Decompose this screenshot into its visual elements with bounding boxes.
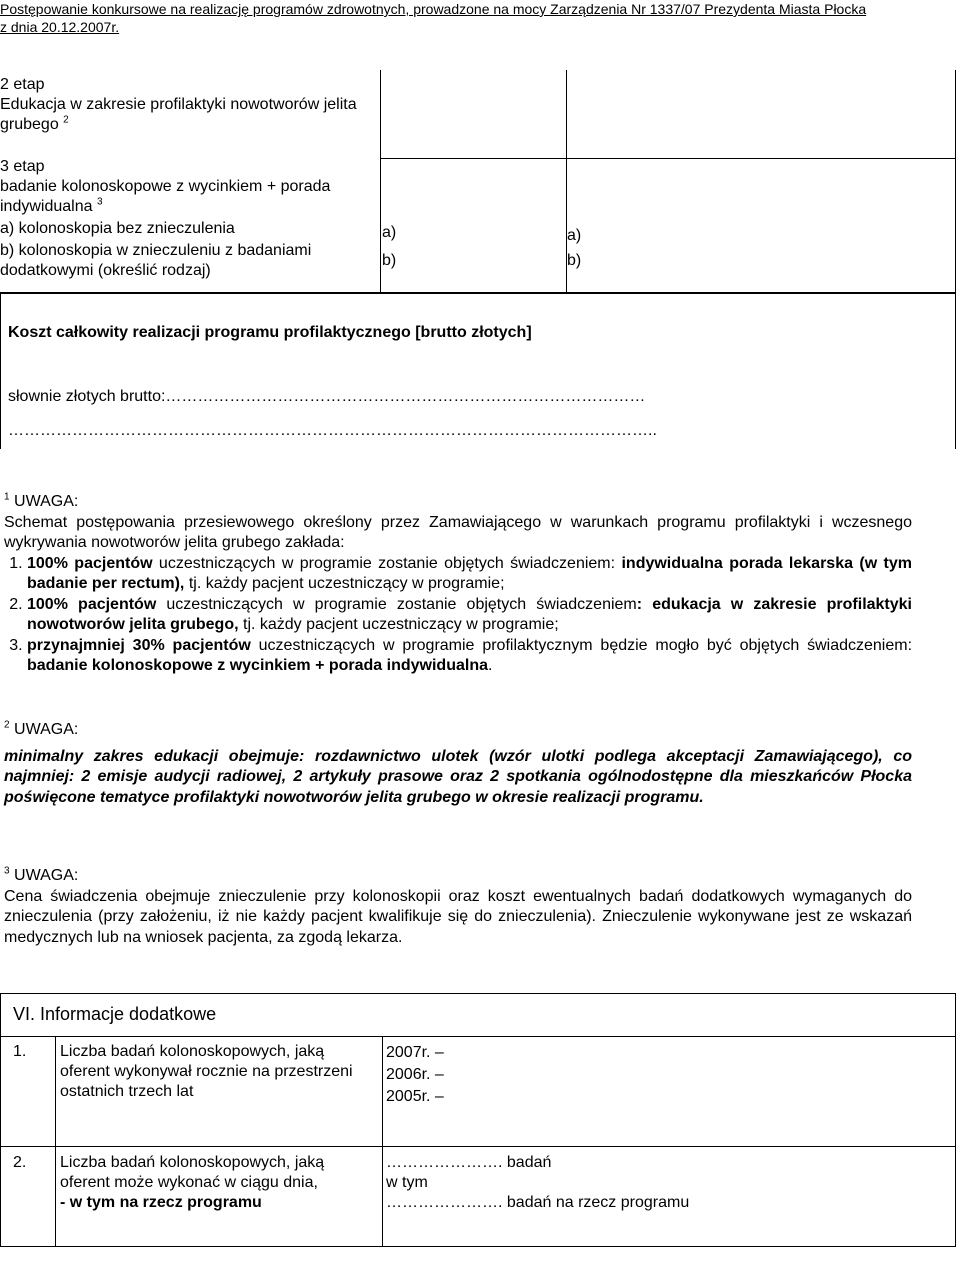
cost-border-left <box>0 294 1 449</box>
note-2-title: $^2$ UWAGA: <box>4 719 79 738</box>
header-line-1: Postępowanie konkursowe na realizację programów zdrowotnych, prowadzone na mocy Zarządzenia Nr 1337/07 Prezydenta Miasta Płocka <box>0 1 867 17</box>
table-row <box>1 1037 956 1147</box>
additional-info-table <box>0 993 956 1247</box>
document-header <box>0 0 960 36</box>
note-2-text: minimalny zakres edukacji obejmuje: rozdawnictwo ulotek (wzór ulotki podlega akceptacji Zamawiającego), co najmniej: 2 emisje audycji radiowej, 2 artykuły prasowe oraz 2 spotkania ogólnodostępne dla mieszkańców Płocka poświęcone tematyce profilaktyki nowotworów jelita grubego w okresie realizacji programu. <box>4 747 912 806</box>
col2-option-b: b) <box>382 252 397 269</box>
note-1-item-3: 3. przynajmniej 30% pacjentów uczestniczących w programie profilaktycznym będzie mogło być objętych świadczeniem: badanie kolonoskopowe z wycinkiem + porada indywidualna. <box>27 636 912 677</box>
row-2-answer-program: …………………. badań na rzecz programu <box>386 1194 690 1211</box>
row-2-answer-total: …………………. badań <box>386 1154 552 1171</box>
row-2-answer <box>383 1147 956 1247</box>
row-2-question-text: Liczba badań kolonoskopowych, jaką oferent może wykonać w ciągu dnia, <box>60 1154 325 1191</box>
stage3-option-b-cont: dodatkowymi (określić rodzaj) <box>0 262 211 279</box>
table-border-left <box>380 70 381 292</box>
cost-in-words: słownie złotych brutto:……………………………………………………………………………… <box>8 388 646 405</box>
cost-dots-line: ………………………………………………………………………………………………………….. <box>8 422 657 439</box>
row-2-answer-in-that: w tym <box>386 1174 428 1191</box>
note-1-intro: Schemat postępowania przesiewowego określony przez Zamawiającego w warunkach programu profilaktyki i wczesnego wykrywania nowotworów jelita grubego zakłada: <box>4 513 912 551</box>
stages-column <box>0 75 380 281</box>
col3-option-a: a) <box>567 227 582 244</box>
note-3 <box>4 866 912 948</box>
col3-option-b: b) <box>567 252 582 269</box>
stage3-option-a: a) kolonoskopia bez znieczulenia <box>0 220 235 237</box>
stage2-text: Edukacja w zakresie profilaktyki nowotworów jelita grubego $^2$ <box>0 96 357 133</box>
stage3-text: badanie kolonoskopowe z wycinkiem + porada indywidualna $^3$ <box>0 178 331 215</box>
row-1-answer <box>383 1037 956 1147</box>
info-title-cell <box>1 994 956 1037</box>
row-1-question: Liczba badań kolonoskopowych, jaką oferent wykonywał rocznie na przestrzeni ostatnich trzech lat <box>56 1037 383 1147</box>
table-row <box>1 1147 956 1247</box>
note-1-item-2: 2. 100% pacjentów uczestniczących w programie zostanie objętych świadczeniem: edukacja w zakresie profilaktyki nowotworów jelita grubego, tj. każdy pacjent uczestniczący w programie; <box>27 595 912 636</box>
col2-option-a: a) <box>382 224 397 241</box>
row-1-year-2005: 2005r. – <box>386 1088 444 1105</box>
stage3-option-b: b) kolonoskopia w znieczuleniu z badaniami <box>0 242 312 259</box>
note-1-item-1: 1. 100% pacjentów uczestniczących w programie zostanie objętych świadczeniem: indywidualna porada lekarska (w tym badanie per rectum), tj. każdy pacjent uczestniczący w programie; <box>27 554 912 595</box>
row-2-question-program: - w tym na rzecz programu <box>60 1194 262 1211</box>
header-line-2: z dnia 20.12.2007r. <box>0 19 120 35</box>
row-2-number: 2. <box>1 1147 56 1247</box>
row-1-year-2006: 2006r. – <box>386 1066 444 1083</box>
note-2 <box>4 720 912 808</box>
stage3-title: 3 etap <box>0 158 45 175</box>
stage2-title: 2 etap <box>0 76 45 93</box>
note-3-text: Cena świadczenia obejmuje znieczulenie przy kolonoskopii oraz koszt ewentualnych badań dodatkowych wymaganych do znieczulenia (przy założeniu, iż nie każdy pacjent kwalifikuje się do znieczulenia). Znieczulenie wykonywane jest ze wskazań medycznych lub na wniosek pacjenta, za zgodą lekarza. <box>4 887 912 946</box>
table-bottom-border <box>0 292 956 294</box>
table-row-divider <box>380 158 956 159</box>
info-title: VI. Informacje dodatkowe <box>13 1004 217 1024</box>
note-3-title: $^3$ UWAGA: <box>4 865 79 884</box>
cost-border-right <box>955 294 956 449</box>
note-1-title: $^1$ UWAGA: <box>4 491 79 510</box>
row-2-question <box>56 1147 383 1247</box>
table-border-right <box>955 70 956 292</box>
total-cost-label: Koszt całkowity realizacji programu profilaktycznego [brutto złotych] <box>8 324 532 341</box>
note-1 <box>4 492 912 677</box>
row-1-number: 1. <box>1 1037 56 1147</box>
row-1-year-2007: 2007r. – <box>386 1044 444 1061</box>
